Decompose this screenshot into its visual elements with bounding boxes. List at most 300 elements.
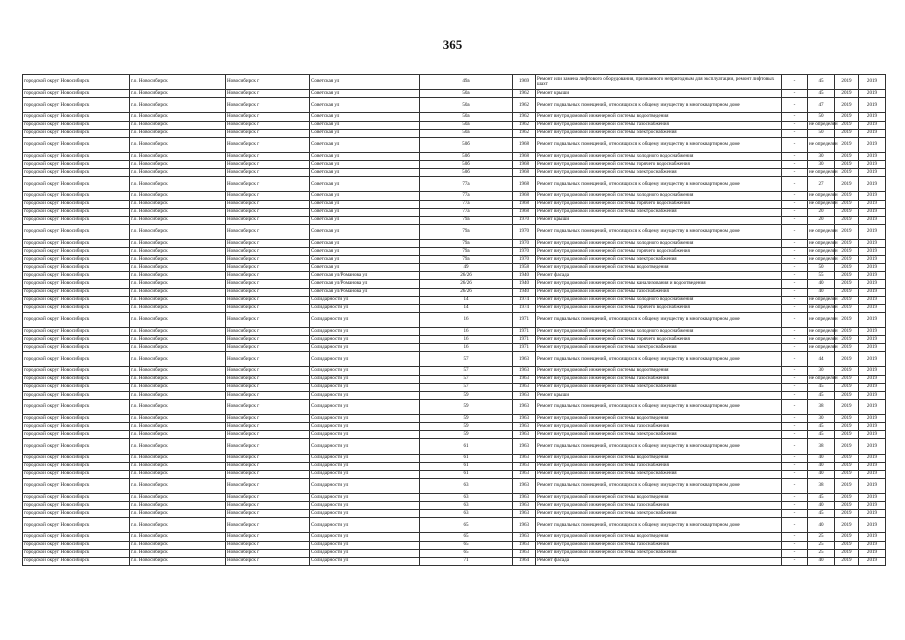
city-cell: Новосибирск г xyxy=(226,533,310,541)
city-cell: Новосибирск г xyxy=(226,462,310,470)
house-number-cell: 57 xyxy=(420,352,513,367)
end-year-cell: 2019 xyxy=(859,415,886,423)
okrug-cell: г.о. Новосибирск xyxy=(130,152,226,160)
work-type-cell: Ремонт подвальных помещений, относящихся к общему имуществу в многоквартирном доме xyxy=(536,352,782,367)
end-year-cell: 2019 xyxy=(859,502,886,510)
okrug-cell: г.о. Новосибирск xyxy=(130,296,226,304)
table-row xyxy=(23,510,886,518)
house-number-cell: 77а xyxy=(420,200,513,208)
street-cell: Советская ул xyxy=(310,177,420,192)
start-year-cell: 2019 xyxy=(835,200,859,208)
okrug-cell: г.о. Новосибирск xyxy=(130,541,226,549)
district-cell: городской округ Новосибирск xyxy=(23,518,130,533)
district-cell: городской округ Новосибирск xyxy=(23,177,130,192)
city-cell: Новосибирск г xyxy=(226,312,310,327)
okrug-cell: г.о. Новосибирск xyxy=(130,200,226,208)
city-cell: Новосибирск г xyxy=(226,161,310,169)
table-row xyxy=(23,431,886,439)
table-row xyxy=(23,336,886,344)
dash-cell: - xyxy=(782,280,808,288)
city-cell: Новосибирск г xyxy=(226,336,310,344)
table-row xyxy=(23,169,886,177)
street-cell: Советская ул xyxy=(310,239,420,247)
end-year-cell: 2019 xyxy=(859,161,886,169)
value-cell: 45 xyxy=(808,431,835,439)
build-year-cell: 1968 xyxy=(513,208,536,216)
table-row xyxy=(23,383,886,391)
house-number-cell: 50а xyxy=(420,98,513,113)
end-year-cell: 2019 xyxy=(859,367,886,375)
start-year-cell: 2019 xyxy=(835,296,859,304)
city-cell: Новосибирск г xyxy=(226,415,310,423)
district-cell: городской округ Новосибирск xyxy=(23,502,130,510)
end-year-cell: 2019 xyxy=(859,272,886,280)
city-cell: Новосибирск г xyxy=(226,391,310,399)
house-number-cell: 79а xyxy=(420,256,513,264)
table-row xyxy=(23,280,886,288)
build-year-cell: 1963 xyxy=(513,493,536,501)
end-year-cell: 2019 xyxy=(859,113,886,121)
okrug-cell: г.о. Новосибирск xyxy=(130,129,226,137)
start-year-cell: 2019 xyxy=(835,98,859,113)
house-number-cell: 57 xyxy=(420,383,513,391)
value-cell: 45 xyxy=(808,510,835,518)
end-year-cell: 2019 xyxy=(859,518,886,533)
work-type-cell: Ремонт или замена лифтового оборудования, признанного непригодным для эксплуатации, ремонт лифтовых шахт xyxy=(536,75,782,90)
work-type-cell: Ремонт подвальных помещений, относящихся к общему имуществу в многоквартирном доме xyxy=(536,312,782,327)
dash-cell: - xyxy=(782,296,808,304)
start-year-cell: 2019 xyxy=(835,415,859,423)
okrug-cell: г.о. Новосибирск xyxy=(130,224,226,239)
city-cell: Новосибирск г xyxy=(226,557,310,565)
district-cell: городской округ Новосибирск xyxy=(23,462,130,470)
okrug-cell: г.о. Новосибирск xyxy=(130,90,226,98)
city-cell: Новосибирск г xyxy=(226,549,310,557)
street-cell: Солидарности ул xyxy=(310,478,420,493)
end-year-cell: 2019 xyxy=(859,336,886,344)
start-year-cell: 2019 xyxy=(835,256,859,264)
work-type-cell: Ремонт подвальных помещений, относящихся к общему имуществу в многоквартирном доме xyxy=(536,177,782,192)
end-year-cell: 2019 xyxy=(859,478,886,493)
end-year-cell: 2019 xyxy=(859,344,886,352)
value-cell: 40 xyxy=(808,454,835,462)
dash-cell: - xyxy=(782,383,808,391)
end-year-cell: 2019 xyxy=(859,399,886,414)
district-cell: городской округ Новосибирск xyxy=(23,344,130,352)
build-year-cell: 1970 xyxy=(513,224,536,239)
city-cell: Новосибирск г xyxy=(226,239,310,247)
dash-cell: - xyxy=(782,256,808,264)
build-year-cell: 1963 xyxy=(513,367,536,375)
house-number-cell: 50а xyxy=(420,121,513,129)
street-cell: Солидарности ул xyxy=(310,541,420,549)
district-cell: городской округ Новосибирск xyxy=(23,336,130,344)
house-number-cell: 65 xyxy=(420,549,513,557)
dash-cell: - xyxy=(782,248,808,256)
city-cell: Новосибирск г xyxy=(226,344,310,352)
table-row xyxy=(23,75,886,90)
table-row xyxy=(23,549,886,557)
city-cell: Новосибирск г xyxy=(226,423,310,431)
house-number-cell: 61 xyxy=(420,470,513,478)
dash-cell: - xyxy=(782,533,808,541)
dash-cell: - xyxy=(782,113,808,121)
house-number-cell: 57 xyxy=(420,367,513,375)
table-row xyxy=(23,454,886,462)
okrug-cell: г.о. Новосибирск xyxy=(130,557,226,565)
district-cell: городской округ Новосибирск xyxy=(23,328,130,336)
city-cell: Новосибирск г xyxy=(226,470,310,478)
house-number-cell: 50б xyxy=(420,161,513,169)
okrug-cell: г.о. Новосибирск xyxy=(130,549,226,557)
end-year-cell: 2019 xyxy=(859,137,886,152)
start-year-cell: 2019 xyxy=(835,248,859,256)
dash-cell: - xyxy=(782,493,808,501)
end-year-cell: 2019 xyxy=(859,121,886,129)
build-year-cell: 1963 xyxy=(513,518,536,533)
city-cell: Новосибирск г xyxy=(226,121,310,129)
street-cell: Советская ул xyxy=(310,113,420,121)
dash-cell: - xyxy=(782,431,808,439)
end-year-cell: 2019 xyxy=(859,152,886,160)
city-cell: Новосибирск г xyxy=(226,272,310,280)
work-type-cell: Ремонт подвальных помещений, относящихся к общему имуществу в многоквартирном доме xyxy=(536,224,782,239)
district-cell: городской округ Новосибирск xyxy=(23,90,130,98)
end-year-cell: 2019 xyxy=(859,200,886,208)
street-cell: Советская ул/Романова ул xyxy=(310,272,420,280)
street-cell: Солидарности ул xyxy=(310,296,420,304)
build-year-cell: 1963 xyxy=(513,423,536,431)
work-type-cell: Ремонт подвальных помещений, относящихся к общему имуществу в многоквартирном доме xyxy=(536,137,782,152)
end-year-cell: 2019 xyxy=(859,383,886,391)
street-cell: Солидарности ул xyxy=(310,423,420,431)
end-year-cell: 2019 xyxy=(859,328,886,336)
district-cell: городской округ Новосибирск xyxy=(23,152,130,160)
end-year-cell: 2019 xyxy=(859,98,886,113)
okrug-cell: г.о. Новосибирск xyxy=(130,352,226,367)
start-year-cell: 2019 xyxy=(835,152,859,160)
build-year-cell: 1963 xyxy=(513,375,536,383)
table-row xyxy=(23,493,886,501)
okrug-cell: г.о. Новосибирск xyxy=(130,383,226,391)
end-year-cell: 2019 xyxy=(859,296,886,304)
value-cell: 40 xyxy=(808,557,835,565)
city-cell: Новосибирск г xyxy=(226,352,310,367)
value-cell: 45 xyxy=(808,423,835,431)
district-cell: городской округ Новосибирск xyxy=(23,533,130,541)
house-number-cell: 14 xyxy=(420,304,513,312)
district-cell: городской округ Новосибирск xyxy=(23,239,130,247)
table-row xyxy=(23,518,886,533)
dash-cell: - xyxy=(782,518,808,533)
start-year-cell: 2019 xyxy=(835,431,859,439)
work-type-cell: Ремонт внутридомовой инженерной системы газоснабжения xyxy=(536,288,782,296)
okrug-cell: г.о. Новосибирск xyxy=(130,312,226,327)
work-type-cell: Ремонт подвальных помещений, относящихся к общему имуществу в многоквартирном доме xyxy=(536,518,782,533)
street-cell: Советская ул xyxy=(310,152,420,160)
table-row xyxy=(23,462,886,470)
start-year-cell: 2019 xyxy=(835,312,859,327)
street-cell: Солидарности ул xyxy=(310,462,420,470)
dash-cell: - xyxy=(782,352,808,367)
okrug-cell: г.о. Новосибирск xyxy=(130,280,226,288)
build-year-cell: 1963 xyxy=(513,352,536,367)
build-year-cell: 1968 xyxy=(513,161,536,169)
start-year-cell: 2019 xyxy=(835,129,859,137)
start-year-cell: 2019 xyxy=(835,367,859,375)
okrug-cell: г.о. Новосибирск xyxy=(130,137,226,152)
build-year-cell: 1963 xyxy=(513,510,536,518)
district-cell: городской округ Новосибирск xyxy=(23,288,130,296)
start-year-cell: 2019 xyxy=(835,518,859,533)
work-type-cell: Ремонт фасада xyxy=(536,272,782,280)
value-cell: 50 xyxy=(808,113,835,121)
district-cell: городской округ Новосибирск xyxy=(23,256,130,264)
dash-cell: - xyxy=(782,439,808,454)
dash-cell: - xyxy=(782,152,808,160)
street-cell: Советская ул xyxy=(310,248,420,256)
okrug-cell: г.о. Новосибирск xyxy=(130,304,226,312)
dash-cell: - xyxy=(782,344,808,352)
street-cell: Солидарности ул xyxy=(310,399,420,414)
end-year-cell: 2019 xyxy=(859,224,886,239)
table-row xyxy=(23,391,886,399)
okrug-cell: г.о. Новосибирск xyxy=(130,272,226,280)
street-cell: Солидарности ул xyxy=(310,518,420,533)
value-cell: 45 xyxy=(808,90,835,98)
okrug-cell: г.о. Новосибирск xyxy=(130,98,226,113)
district-cell: городской округ Новосибирск xyxy=(23,272,130,280)
end-year-cell: 2019 xyxy=(859,208,886,216)
table-row xyxy=(23,264,886,272)
okrug-cell: г.о. Новосибирск xyxy=(130,208,226,216)
dash-cell: - xyxy=(782,423,808,431)
district-cell: городской округ Новосибирск xyxy=(23,216,130,224)
value-cell: 30 xyxy=(808,415,835,423)
value-cell: не определен xyxy=(809,304,838,311)
street-cell: Солидарности ул xyxy=(310,549,420,557)
okrug-cell: г.о. Новосибирск xyxy=(130,121,226,129)
work-type-cell: Ремонт внутридомовой инженерной системы электроснабжения xyxy=(536,510,782,518)
okrug-cell: г.о. Новосибирск xyxy=(130,439,226,454)
table-row xyxy=(23,256,886,264)
table-row xyxy=(23,121,886,129)
house-number-cell: 65 xyxy=(420,533,513,541)
work-type-cell: Ремонт внутридомовой инженерной системы холодного водоснабжения xyxy=(536,192,782,200)
house-number-cell: 50а xyxy=(420,90,513,98)
build-year-cell: 1940 xyxy=(513,288,536,296)
work-type-cell: Ремонт внутридомовой инженерной системы электроснабжения xyxy=(536,256,782,264)
value-cell: не определен xyxy=(809,343,838,350)
table-row xyxy=(23,502,886,510)
house-number-cell: 63 xyxy=(420,493,513,501)
city-cell: Новосибирск г xyxy=(226,510,310,518)
work-type-cell: Ремонт внутридомовой инженерной системы горячего водоснабжения xyxy=(536,248,782,256)
street-cell: Солидарности ул xyxy=(310,493,420,501)
city-cell: Новосибирск г xyxy=(226,454,310,462)
build-year-cell: 1963 xyxy=(513,502,536,510)
district-cell: городской округ Новосибирск xyxy=(23,296,130,304)
table-row xyxy=(23,177,886,192)
table-row xyxy=(23,470,886,478)
district-cell: городской округ Новосибирск xyxy=(23,493,130,501)
dash-cell: - xyxy=(782,208,808,216)
district-cell: городской округ Новосибирск xyxy=(23,383,130,391)
start-year-cell: 2019 xyxy=(835,177,859,192)
end-year-cell: 2019 xyxy=(859,169,886,177)
house-number-cell: 65 xyxy=(420,541,513,549)
street-cell: Советская ул xyxy=(310,224,420,239)
house-number-cell: 79а xyxy=(420,216,513,224)
end-year-cell: 2019 xyxy=(859,375,886,383)
district-cell: городской округ Новосибирск xyxy=(23,161,130,169)
work-type-cell: Ремонт внутридомовой инженерной системы газоснабжения xyxy=(536,423,782,431)
dash-cell: - xyxy=(782,200,808,208)
district-cell: городской округ Новосибирск xyxy=(23,121,130,129)
table-row xyxy=(23,344,886,352)
okrug-cell: г.о. Новосибирск xyxy=(130,328,226,336)
build-year-cell: 1962 xyxy=(513,90,536,98)
value-cell: не определен xyxy=(809,255,838,262)
value-cell: 55 xyxy=(808,272,835,280)
district-cell: городской округ Новосибирск xyxy=(23,391,130,399)
house-number-cell: 49а xyxy=(420,75,513,90)
district-cell: городской округ Новосибирск xyxy=(23,431,130,439)
work-type-cell: Ремонт внутридомовой инженерной системы газоснабжения xyxy=(536,541,782,549)
value-cell: 40 xyxy=(808,470,835,478)
value-cell: не определен xyxy=(809,327,838,334)
okrug-cell: г.о. Новосибирск xyxy=(130,256,226,264)
street-cell: Советская ул xyxy=(310,216,420,224)
build-year-cell: 1962 xyxy=(513,98,536,113)
district-cell: городской округ Новосибирск xyxy=(23,510,130,518)
dash-cell: - xyxy=(782,549,808,557)
street-cell: Солидарности ул xyxy=(310,383,420,391)
dash-cell: - xyxy=(782,161,808,169)
street-cell: Солидарности ул xyxy=(310,352,420,367)
work-type-cell: Ремонт внутридомовой инженерной системы электроснабжения xyxy=(536,549,782,557)
value-cell: 20 xyxy=(808,208,835,216)
value-cell: 45 xyxy=(808,383,835,391)
city-cell: Новосибирск г xyxy=(226,90,310,98)
end-year-cell: 2019 xyxy=(859,129,886,137)
city-cell: Новосибирск г xyxy=(226,367,310,375)
okrug-cell: г.о. Новосибирск xyxy=(130,502,226,510)
work-type-cell: Ремонт внутридомовой инженерной системы водоотведения xyxy=(536,113,782,121)
house-number-cell: 59 xyxy=(420,415,513,423)
city-cell: Новосибирск г xyxy=(226,216,310,224)
table-row xyxy=(23,352,886,367)
build-year-cell: 1940 xyxy=(513,280,536,288)
end-year-cell: 2019 xyxy=(859,462,886,470)
district-cell: городской округ Новосибирск xyxy=(23,280,130,288)
dash-cell: - xyxy=(782,129,808,137)
build-year-cell: 1963 xyxy=(513,454,536,462)
house-number-cell: 50б xyxy=(420,152,513,160)
district-cell: городской округ Новосибирск xyxy=(23,248,130,256)
page-number: 365 xyxy=(442,37,463,52)
city-cell: Новосибирск г xyxy=(226,224,310,239)
dash-cell: - xyxy=(782,367,808,375)
city-cell: Новосибирск г xyxy=(226,152,310,160)
table-row xyxy=(23,541,886,549)
district-cell: городской округ Новосибирск xyxy=(23,169,130,177)
value-cell: 45 xyxy=(808,75,835,90)
end-year-cell: 2019 xyxy=(859,423,886,431)
house-number-cell: 61 xyxy=(420,462,513,470)
house-number-cell: 14 xyxy=(420,296,513,304)
street-cell: Солидарности ул xyxy=(310,391,420,399)
city-cell: Новосибирск г xyxy=(226,256,310,264)
work-type-cell: Ремонт подвальных помещений, относящихся к общему имуществу в многоквартирном доме xyxy=(536,98,782,113)
build-year-cell: 1974 xyxy=(513,304,536,312)
table-row xyxy=(23,208,886,216)
city-cell: Новосибирск г xyxy=(226,280,310,288)
start-year-cell: 2019 xyxy=(835,502,859,510)
value-cell: 40 xyxy=(808,502,835,510)
dash-cell: - xyxy=(782,470,808,478)
work-type-cell: Ремонт внутридомовой инженерной системы газоснабжения xyxy=(536,121,782,129)
house-number-cell: 65 xyxy=(420,518,513,533)
build-year-cell: 1963 xyxy=(513,391,536,399)
city-cell: Новосибирск г xyxy=(226,478,310,493)
house-number-cell: 50б xyxy=(420,169,513,177)
start-year-cell: 2019 xyxy=(835,383,859,391)
end-year-cell: 2019 xyxy=(859,90,886,98)
street-cell: Солидарности ул xyxy=(310,367,420,375)
value-cell: не определен xyxy=(809,247,838,254)
dash-cell: - xyxy=(782,375,808,383)
table-row xyxy=(23,399,886,414)
start-year-cell: 2019 xyxy=(835,121,859,129)
build-year-cell: 1969 xyxy=(513,75,536,90)
street-cell: Советская ул xyxy=(310,90,420,98)
dash-cell: - xyxy=(782,264,808,272)
value-cell: 50 xyxy=(808,264,835,272)
end-year-cell: 2019 xyxy=(859,557,886,565)
build-year-cell: 1963 xyxy=(513,541,536,549)
house-number-cell: 16 xyxy=(420,328,513,336)
city-cell: Новосибирск г xyxy=(226,502,310,510)
district-cell: городской округ Новосибирск xyxy=(23,399,130,414)
start-year-cell: 2019 xyxy=(835,510,859,518)
value-cell: 45 xyxy=(808,493,835,501)
table-row xyxy=(23,200,886,208)
dash-cell: - xyxy=(782,304,808,312)
house-number-cell: 77а xyxy=(420,177,513,192)
house-number-cell: 50а xyxy=(420,113,513,121)
build-year-cell: 1970 xyxy=(513,256,536,264)
table-row xyxy=(23,90,886,98)
district-cell: городской округ Новосибирск xyxy=(23,549,130,557)
work-type-cell: Ремонт крыши xyxy=(536,391,782,399)
district-cell: городской округ Новосибирск xyxy=(23,423,130,431)
value-cell: 20 xyxy=(808,216,835,224)
dash-cell: - xyxy=(782,312,808,327)
start-year-cell: 2019 xyxy=(835,399,859,414)
table-row xyxy=(23,304,886,312)
city-cell: Новосибирск г xyxy=(226,431,310,439)
city-cell: Новосибирск г xyxy=(226,208,310,216)
build-year-cell: 1963 xyxy=(513,462,536,470)
work-type-cell: Ремонт внутридомовой инженерной системы газоснабжения xyxy=(536,462,782,470)
work-type-cell: Ремонт внутридомовой инженерной системы водоотведения xyxy=(536,367,782,375)
street-cell: Солидарности ул xyxy=(310,328,420,336)
build-year-cell: 1964 xyxy=(513,557,536,565)
work-type-cell: Ремонт внутридомовой инженерной системы горячего водоснабжения xyxy=(536,161,782,169)
end-year-cell: 2019 xyxy=(859,264,886,272)
city-cell: Новосибирск г xyxy=(226,304,310,312)
